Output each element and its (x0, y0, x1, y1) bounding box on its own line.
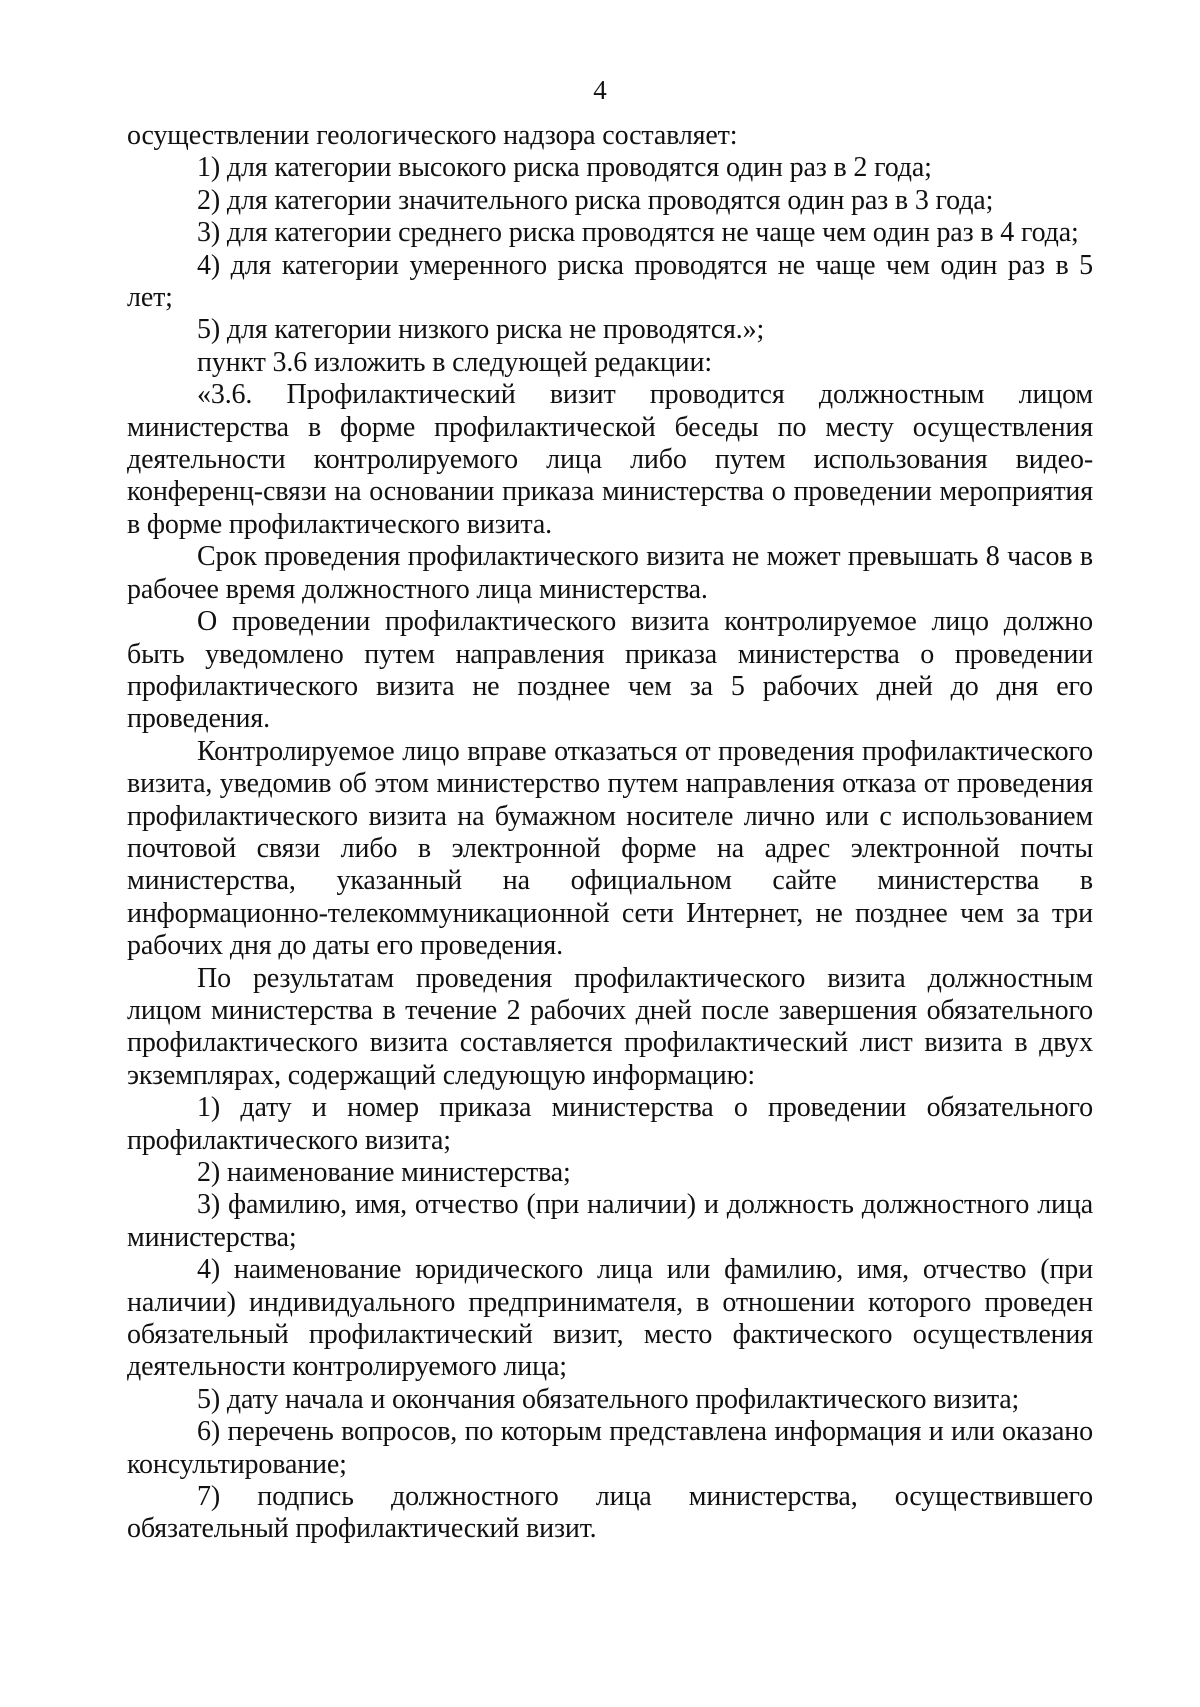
list-item-moderate-risk: 4) для категории умеренного риска проводятся не чаще чем один раз в 5 лет; (127, 249, 1093, 314)
list-item-medium-risk: 3) для категории среднего риска проводятся не чаще чем один раз в 4 года; (197, 217, 1079, 249)
list-item-official-name: 3) фамилию, имя, отчество (при наличии) и должность должностного лица министерства; (127, 1189, 1093, 1253)
list-item-signature: 7) подпись должностного лица министерства, осуществившего обязательный профилактический визит. (127, 1481, 1093, 1545)
paragraph-3-6: «3.6. Профилактический визит проводится должностным лицом министерства в форме профилактической беседы по месту осуществления деятельности контролируемого лица либо путем использования видео-конференц-связи на основании приказа министерства о проведении мероприятия в форме профилактического визита. (127, 379, 1093, 540)
paragraph-refusal: Контролируемое лицо вправе отказаться от проведения профилактического визита, уведомив об этом министерство путем направления отказа от проведения профилактического визита на бумажном носителе лично или с использованием почтовой связи либо в электронной форме на адрес электронной почты министерства, указанный на официальном сайте министерства в информационно-телекоммуникационной сети Интернет, не позднее чем за три рабочих дня до даты его проведения. (127, 735, 1093, 962)
paragraph-visit-duration: Срок проведения профилактического визита не может превышать 8 часов в рабочее время должностного лица министерства. (127, 541, 1093, 605)
paragraph-visit-results: По результатам проведения профилактического визита должностным лицом министерства в течение 2 рабочих дней после завершения обязательного профилактического визита составляется профилактический лист визита в двух экземплярах, содержащий следующую информацию: (127, 962, 1093, 1091)
list-item-high-risk: 1) для категории высокого риска проводятся один раз в 2 года; (197, 152, 932, 184)
list-item-controlled-entity: 4) наименование юридического лица или фамилию, имя, отчество (при наличии) индивидуального предпринимателя, в отношении которого проведен обязательный профилактический визит, место фактического осуществления деятельности контролируемого лица; (127, 1254, 1093, 1383)
document-body (127, 120, 1093, 1546)
paragraph-notification: О проведении профилактического визита контролируемое лицо должно быть уведомлено путем направления приказа министерства о проведении профилактического визита не позднее чем за 5 рабочих дней до дня его проведения. (127, 606, 1093, 735)
paragraph-amendment-intro: пункт 3.6 изложить в следующей редакции: (197, 346, 712, 378)
list-item-ministry-name: 2) наименование министерства; (197, 1157, 571, 1188)
list-item-order-date: 1) дату и номер приказа министерства о проведении обязательного профилактического визита; (127, 1092, 1093, 1156)
list-item-significant-risk: 2) для категории значительного риска проводятся один раз в 3 года; (197, 184, 994, 216)
paragraph-continuation: осуществлении геологического надзора составляет: (127, 120, 738, 151)
list-item-low-risk: 5) для категории низкого риска не проводятся.»; (197, 314, 765, 346)
page-number: 4 (593, 75, 607, 105)
list-item-visit-dates: 5) дату начала и окончания обязательного профилактического визита; (197, 1383, 1020, 1415)
list-item-questions: 6) перечень вопросов, по которым представлена информация и или оказано консультирование; (127, 1416, 1093, 1480)
